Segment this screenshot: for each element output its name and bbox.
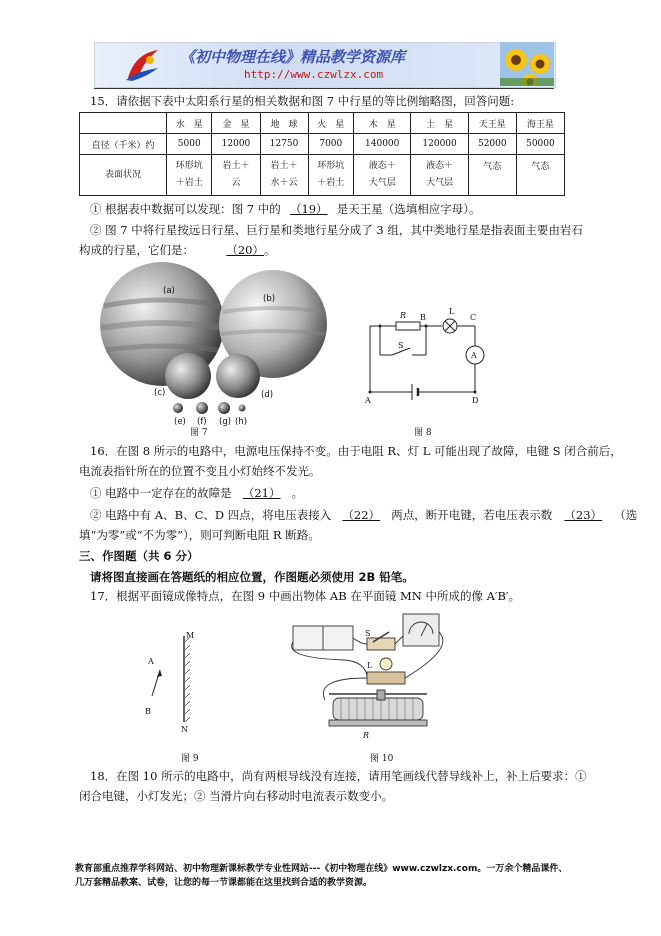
label-ammeter: A [471, 351, 477, 360]
planet-g [218, 402, 230, 414]
label-B: B [420, 313, 426, 322]
footer-line-1: 教育部重点推荐学科网站、初中物理新课标教学专业性网站---《初中物理在线》www.czwlzx.com。一万余个精品课件、 [75, 864, 568, 874]
q15-sub2-suffix: 。 [264, 243, 276, 257]
table-header-cell: 天王星 [468, 113, 516, 134]
table-header-cell: 金 星 [212, 113, 260, 134]
q16-sub1-prefix: ① 电路中一定存在的故障是 [90, 486, 232, 500]
label-b: (b) [263, 294, 276, 304]
q16-sub2-suffix: （选 [614, 508, 638, 522]
table-cell: 120000 [411, 134, 468, 155]
label-A: A [365, 396, 371, 405]
table-cell: 50000 [516, 134, 564, 155]
figure-9-caption: 图 9 [181, 754, 199, 764]
q16-sub2-mid: 两点，断开电键，若电压表示数 [391, 508, 553, 522]
q17-text: 17．根据平面镜成像特点，在图 9 中画出物体 AB 在平面镜 MN 中所成的像 A′B′。 [90, 589, 521, 603]
label-C: C [470, 313, 477, 322]
switch-base [367, 638, 395, 650]
figure-8-caption: 图 8 [414, 428, 432, 438]
q16-sub2 [90, 508, 637, 523]
label-c: (c) [154, 388, 166, 398]
q15-intro: 15．请依据下表中太阳系行星的相关数据和图 7 中行星的等比例缩略图，回答问题: [90, 94, 515, 108]
figure-10-apparatus [285, 608, 465, 748]
label-R: R [400, 311, 407, 320]
blank-19[interactable]: （19） [289, 202, 328, 216]
planet-e [173, 403, 183, 413]
table-cell [260, 155, 308, 196]
label-D: D [472, 396, 479, 405]
table-cell: 12750 [260, 134, 308, 155]
planet-c [165, 353, 211, 399]
table-cell [212, 155, 260, 196]
table-cell [354, 155, 411, 196]
q15-sub1-suffix: 是天王星（选填相应字母）。 [336, 202, 481, 216]
label-g: (g) [219, 417, 232, 427]
label-L10: L [367, 661, 373, 670]
resistor-R [396, 322, 420, 330]
cell-line: ＋岩土 [317, 178, 345, 188]
table-cell [411, 155, 468, 196]
banner-title: 《初中物理在线》精品教学资源库 [180, 48, 406, 66]
q16-line1: 16．在图 8 所示的电路中，电源电压保持不变。由于电阻 R、灯 L 可能出现了故障，电键 S 闭合前后， [90, 444, 622, 458]
footer-line-2: 几万套精品教案、试卷，让您的每一节课都能在这里找到合适的教学资源。 [75, 878, 373, 888]
table-header-cell: 海王星 [516, 113, 564, 134]
lamp-base [367, 672, 405, 684]
cell-line: 水＋云 [270, 178, 298, 188]
table-cell [468, 155, 516, 196]
table-row [80, 155, 565, 196]
row-label-surface: 表面状况 [80, 155, 167, 196]
q16-sub2-line2: 填“为零”或“不为零”），则可判断电阻 R 断路。 [79, 528, 320, 542]
figure-7-caption: 图 7 [190, 428, 208, 438]
cell-line: 云 [231, 178, 241, 188]
cell-line: 液态＋ [368, 161, 396, 171]
figure-9-mirror [138, 628, 200, 736]
table-cell [308, 155, 353, 196]
label-h: (h) [235, 417, 248, 427]
planet-f [196, 402, 208, 414]
q15-sub1-prefix: ① 根据表中数据可以发现：图 7 中的 [90, 202, 281, 216]
q16-sub1-suffix: 。 [291, 486, 304, 500]
planet-table [79, 112, 565, 196]
blank-23[interactable]: （23） [564, 508, 603, 522]
label-S: S [398, 341, 404, 350]
rheostat-body [333, 698, 423, 720]
table-cell: 5000 [167, 134, 212, 155]
label-N: N [181, 725, 188, 734]
cell-line: 气态 [531, 162, 550, 172]
table-cell: 12000 [212, 134, 260, 155]
banner-url: http://www.czwlzx.com [244, 68, 384, 81]
label-d: (d) [261, 390, 274, 400]
table-header-row [80, 113, 565, 134]
slider-P [377, 690, 385, 700]
table-cell [167, 155, 212, 196]
cell-line: 气态 [483, 162, 502, 172]
label-f: (f) [197, 417, 207, 427]
q15-sub2-prefix: 构成的行星，它们是： [79, 243, 194, 257]
section-3-title: 三、作图题（共 6 分） [79, 549, 199, 563]
label-B9: B [145, 707, 151, 716]
cell-line: ＋岩土 [175, 178, 203, 188]
table-header-cell: 木 星 [354, 113, 411, 134]
table-header-cell [80, 113, 167, 134]
label-A9: A [148, 657, 154, 666]
cell-line: 大气层 [368, 178, 396, 188]
figure-10-caption: 图 10 [370, 754, 394, 764]
sunflower-icon [500, 42, 554, 86]
label-L: L [449, 307, 455, 316]
table-header-cell: 土 星 [411, 113, 468, 134]
section-3-instruction: 请将图直接画在答题纸的相应位置，作图题必须使用 2B 铅笔。 [90, 570, 414, 584]
q15-sub2-line1: ② 图 7 中将行星按远日行星、巨行星和类地行星分成了 3 组，其中类地行星是指表面主要由岩石 [90, 223, 583, 237]
cell-line: 环形坑 [317, 161, 345, 171]
table-cell: 7000 [308, 134, 353, 155]
label-R10: R [363, 731, 370, 740]
label-a: (a) [163, 286, 175, 296]
figure-7-planets [90, 262, 340, 434]
planet-h [239, 405, 246, 412]
q15-sub2-line2 [79, 243, 276, 258]
cell-line: 岩土＋ [222, 161, 250, 171]
table-cell: 140000 [354, 134, 411, 155]
cell-line: 环形坑 [175, 161, 203, 171]
cell-line: 液态＋ [426, 161, 454, 171]
row-label-diameter: 直径（千米）约 [80, 134, 167, 155]
label-M: M [186, 631, 195, 640]
site-logo-icon [124, 48, 160, 82]
table-cell: 52000 [468, 134, 516, 155]
table-header-cell: 地 球 [260, 113, 308, 134]
table-header-cell: 火 星 [308, 113, 353, 134]
cell-line: 大气层 [426, 178, 454, 188]
q16-sub2-prefix: ② 电路中有 A、B、C、D 四点，将电压表接入 [90, 508, 332, 522]
q16-line2: 电流表指针所在的位置不变且小灯始终不发光。 [79, 464, 321, 478]
label-e: (e) [174, 417, 186, 427]
header-rule [94, 88, 554, 89]
blank-20[interactable]: （20） [226, 243, 264, 257]
label-S10: S [365, 629, 371, 638]
cell-line: 岩土＋ [270, 161, 298, 171]
blank-22[interactable]: （22） [342, 508, 381, 522]
bulb-icon [380, 658, 392, 670]
q16-sub1 [90, 486, 303, 501]
q18-line1: 18．在图 10 所示的电路中，尚有两根导线没有连接，请用笔画线代替导线补上，补上后要求：① [90, 769, 587, 783]
page-footer [75, 862, 567, 890]
ammeter-box [403, 614, 439, 646]
blank-21[interactable]: （21） [242, 486, 281, 500]
figure-8-circuit [360, 300, 500, 410]
table-cell [516, 155, 564, 196]
q18-line2: 闭合电键，小灯发光；② 当滑片向右移动时电流表示数变小。 [79, 789, 394, 803]
table-header-cell: 水 星 [167, 113, 212, 134]
q15-sub1 [90, 202, 481, 217]
table-row [80, 134, 565, 155]
planet-d [216, 354, 260, 398]
